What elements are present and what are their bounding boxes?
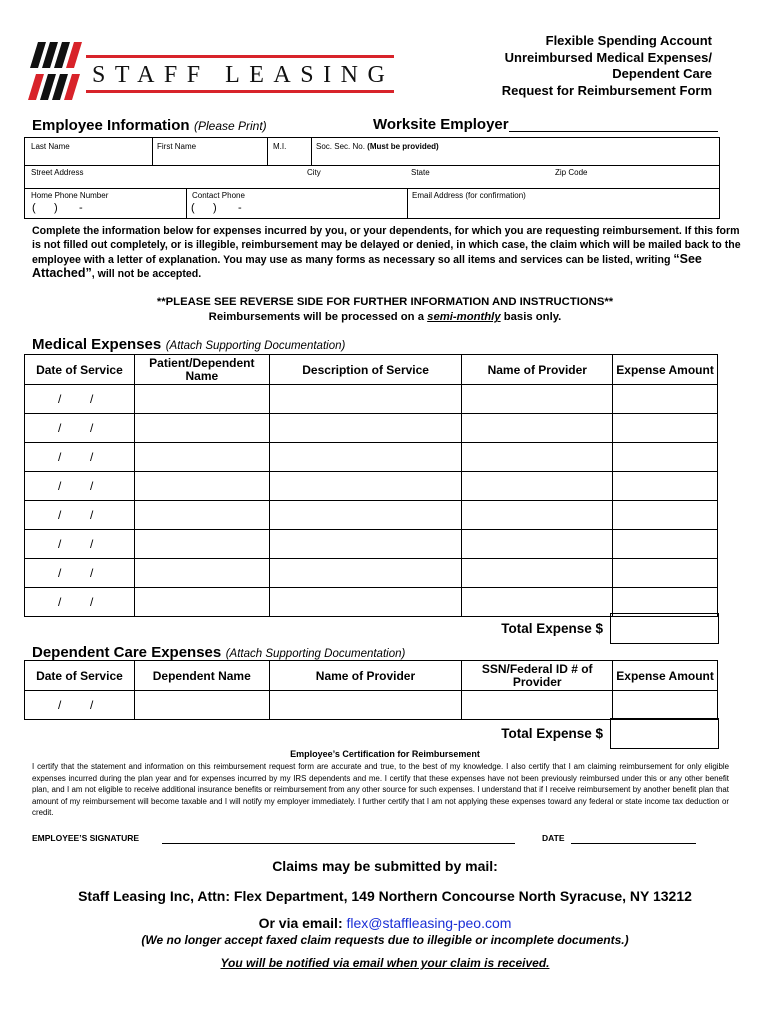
description-input[interactable] — [269, 559, 462, 588]
patient-input[interactable] — [134, 588, 269, 617]
provider-input[interactable] — [462, 559, 613, 588]
home-phone-input[interactable]: ( ) - — [32, 202, 83, 214]
col-patient-name: Patient/Dependent Name — [134, 355, 269, 385]
table-row — [25, 472, 718, 501]
col-date-of-service: Date of Service — [25, 661, 135, 691]
email-prefix: Or via email: — [258, 915, 343, 931]
amount-input[interactable] — [613, 414, 718, 443]
reimbursement-schedule-note — [0, 311, 770, 323]
amount-input[interactable] — [613, 472, 718, 501]
mi-input[interactable] — [268, 150, 310, 164]
dependent-care-note: (Attach Supporting Documentation) — [225, 648, 406, 660]
reverse-side-note: **PLEASE SEE REVERSE SIDE FOR FURTHER INFORMATION AND INSTRUCTIONS** — [156, 296, 614, 308]
date-field[interactable] — [571, 843, 696, 844]
date-input[interactable]: / / — [25, 588, 135, 617]
table-row — [25, 691, 718, 720]
certification-heading: Employee’s Certification for Reimbursement — [290, 749, 480, 759]
patient-input[interactable] — [134, 559, 269, 588]
date-input[interactable]: / / — [25, 472, 135, 501]
mail-address: Staff Leasing Inc, Attn: Flex Department, 149 Northern Concourse North Syracuse, NY 13212 — [78, 888, 692, 904]
description-input[interactable] — [269, 385, 462, 414]
first-name-label: First Name — [157, 142, 197, 151]
ssn-label: Soc. Sec. No. — [316, 142, 365, 151]
date-input[interactable]: / / — [25, 414, 135, 443]
dependent-care-heading: Dependent Care Expenses — [32, 644, 222, 661]
table-row — [25, 385, 718, 414]
fax-note: (We no longer accept faxed claim requests due to illegible or incomplete documents.) — [141, 933, 629, 947]
col-expense-amount: Expense Amount — [613, 661, 718, 691]
employee-info-heading: Employee Information — [32, 117, 190, 134]
logo-stripes-icon — [28, 40, 92, 104]
medical-expenses-note: (Attach Supporting Documentation) — [165, 340, 346, 352]
table-row — [25, 414, 718, 443]
medical-total-input[interactable] — [610, 613, 719, 644]
provider-input[interactable] — [462, 472, 613, 501]
employee-info-note: (Please Print) — [193, 119, 267, 133]
patient-input[interactable] — [134, 501, 269, 530]
reimb-prefix: Reimbursements will be processed on a — [208, 311, 425, 323]
last-name-input[interactable] — [26, 150, 151, 164]
reimb-suffix: basis only. — [503, 311, 562, 323]
form-title-line1: Flexible Spending Account — [545, 33, 712, 48]
signature-label: EMPLOYEE’S SIGNATURE — [32, 833, 140, 843]
instructions-end-text: , will not be accepted. — [91, 268, 202, 281]
table-row — [25, 443, 718, 472]
provider-input[interactable] — [462, 443, 613, 472]
mail-heading: Claims may be submitted by mail: — [272, 858, 498, 874]
amount-input[interactable] — [613, 691, 718, 720]
amount-input[interactable] — [613, 385, 718, 414]
dependent-total-label: Total Expense $ — [501, 726, 603, 741]
instructions-text: Complete the information below for expenses incurred by you, or your dependents, for which you are requesting reimbursement. If this form is not filled out completely, or is illegible, reimbursement may be delayed or denied, in which case, the claim which will be mailed back to the employee with a letter of explanation. You may use as many forms as necessary so all items and services can be listed, writing — [32, 225, 741, 266]
street-address-label: Street Address — [31, 168, 84, 177]
patient-input[interactable] — [134, 443, 269, 472]
signature-field[interactable] — [162, 843, 515, 844]
table-row — [25, 501, 718, 530]
amount-input[interactable] — [613, 443, 718, 472]
date-input[interactable]: / / — [25, 501, 135, 530]
provider-id-input[interactable] — [462, 691, 613, 720]
patient-input[interactable] — [134, 385, 269, 414]
date-label: DATE — [542, 833, 565, 843]
dependent-input[interactable] — [134, 691, 269, 720]
date-input[interactable]: / / — [25, 385, 135, 414]
provider-input[interactable] — [269, 691, 462, 720]
form-title-line4: Request for Reimbursement Form — [501, 82, 712, 98]
email-submission-line — [0, 915, 770, 931]
email-label: Email Address (for confirmation) — [412, 191, 526, 200]
reimb-emph: semi-monthly — [427, 311, 501, 323]
contact-phone-input[interactable]: ( ) - — [191, 202, 242, 214]
ssn-note: (Must be provided) — [367, 142, 439, 151]
email-input[interactable] — [408, 200, 718, 217]
employee-info-box — [24, 137, 720, 219]
provider-input[interactable] — [462, 588, 613, 617]
date-input[interactable]: / / — [25, 559, 135, 588]
medical-total-label: Total Expense $ — [501, 621, 603, 636]
certification-text: I certify that the statement and information on this reimbursement request form are accurate and true, to the best of my knowledge. I also certify that I am claiming reimbursement for only eligible expenses incurred during the plan year and for expenses incurred by my IRS dependents and me. I certify that these expenses have not been previously reimbursed under this or any other benefit plan, and I am not eligible to receive additional insurance benefits or reimbursement from any other source for such expenses. I understand that if I receive reimbursement by another benefit plan that amount of my reimbursement will become taxable and I will notify my employer immediately. I further certify that I am not applying these expenses toward any federal or state income tax deduction or credit. — [32, 762, 729, 818]
col-provider-id: SSN/Federal ID # of Provider — [462, 661, 613, 691]
col-date-of-service: Date of Service — [25, 355, 135, 385]
description-input[interactable] — [269, 472, 462, 501]
email-link[interactable]: flex@staffleasing-peo.com — [346, 915, 512, 931]
see-attached-text: “See Attached” — [32, 251, 702, 281]
home-phone-label: Home Phone Number — [31, 191, 109, 200]
logo-wordmark: STAFF LEASING — [92, 62, 395, 88]
first-name-input[interactable] — [153, 150, 266, 164]
amount-input[interactable] — [613, 559, 718, 588]
instructions-paragraph — [32, 225, 744, 282]
medical-expenses-table — [24, 354, 718, 617]
date-input[interactable]: / / — [25, 691, 135, 720]
form-title-line3: Dependent Care — [612, 66, 712, 81]
description-input[interactable] — [269, 588, 462, 617]
provider-input[interactable] — [462, 414, 613, 443]
form-title-line2: Unreimbursed Medical Expenses/ — [504, 49, 712, 65]
patient-input[interactable] — [134, 414, 269, 443]
dependent-care-table — [24, 660, 718, 720]
col-description: Description of Service — [269, 355, 462, 385]
patient-input[interactable] — [134, 530, 269, 559]
ssn-input[interactable] — [312, 150, 718, 164]
col-provider: Name of Provider — [462, 355, 613, 385]
provider-input[interactable] — [462, 501, 613, 530]
description-input[interactable] — [269, 443, 462, 472]
notify-note: You will be notified via email when your claim is received. — [220, 956, 550, 970]
amount-input[interactable] — [613, 530, 718, 559]
patient-input[interactable] — [134, 472, 269, 501]
description-input[interactable] — [269, 530, 462, 559]
contact-phone-label: Contact Phone — [192, 191, 245, 200]
provider-input[interactable] — [462, 385, 613, 414]
worksite-employer-label: Worksite Employer — [373, 116, 509, 133]
amount-input[interactable] — [613, 501, 718, 530]
mi-label: M.I. — [273, 142, 287, 151]
table-row — [25, 559, 718, 588]
date-input[interactable]: / / — [25, 530, 135, 559]
last-name-label: Last Name — [31, 142, 70, 151]
form-title — [502, 33, 712, 99]
col-provider: Name of Provider — [269, 661, 462, 691]
worksite-employer-field[interactable] — [509, 131, 718, 132]
dependent-total-input[interactable] — [610, 718, 719, 749]
col-dependent-name: Dependent Name — [134, 661, 269, 691]
col-expense-amount: Expense Amount — [613, 355, 718, 385]
description-input[interactable] — [269, 414, 462, 443]
street-address-input[interactable] — [26, 176, 306, 187]
table-row — [25, 530, 718, 559]
zip-code-label: Zip Code — [555, 168, 588, 177]
medical-expenses-heading: Medical Expenses — [32, 336, 162, 353]
city-label: City — [307, 168, 321, 177]
provider-input[interactable] — [462, 530, 613, 559]
state-label: State — [411, 168, 430, 177]
date-input[interactable]: / / — [25, 443, 135, 472]
description-input[interactable] — [269, 501, 462, 530]
company-logo — [28, 40, 398, 106]
